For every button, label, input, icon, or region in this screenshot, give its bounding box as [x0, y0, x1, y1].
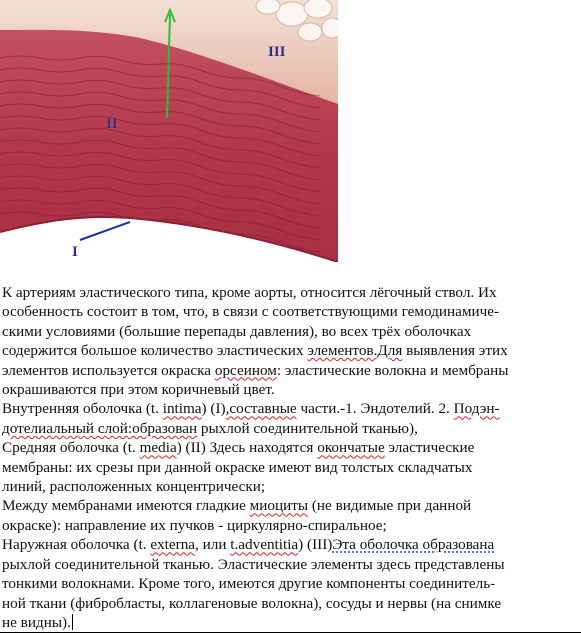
- text-line: [2, 594, 579, 613]
- spellcheck-word: ,составные: [225, 400, 297, 418]
- label-I: I: [72, 244, 78, 260]
- text-line: [2, 399, 579, 418]
- spellcheck-word: миоциты: [249, 497, 309, 515]
- text-line-4c: выявления этих: [402, 342, 508, 360]
- text-line: [2, 361, 579, 380]
- text-line: [2, 438, 579, 457]
- grammar-word: Эта оболочка образована: [332, 536, 495, 554]
- text-line-2: особенность состоит в том, что, в связи с соответствующими гемодинамиче-: [2, 303, 500, 321]
- text-line-5c: : эластические волокна и мембраны: [276, 361, 509, 379]
- text-line-16: тонкими волокнами. Кроме того, имеются другие компоненты соединитель-: [2, 575, 496, 593]
- spellcheck-word: :образован: [127, 419, 198, 437]
- text-line-9e: эластические: [384, 439, 475, 457]
- text-line: [2, 555, 579, 574]
- spellcheck-word: media: [139, 439, 177, 457]
- spellcheck-word: Подэн-: [453, 400, 500, 418]
- text-line-7a: Внутренняя оболочка (t.: [2, 400, 163, 418]
- text-line-14c: , или: [195, 536, 231, 554]
- text-cursor: [72, 614, 73, 630]
- text-line-11: линий, расположенных концентрически;: [2, 478, 266, 496]
- text-line-14e: ) (III): [298, 536, 333, 554]
- spellcheck-word: externa: [150, 536, 196, 554]
- text-line-4a: содержится большое количество эластических: [2, 342, 308, 360]
- text-line-15: рыхлой соединительной тканью. Эластические элементы здесь представлены: [2, 555, 505, 573]
- text-line-7c: ) (I): [201, 400, 226, 418]
- text-line: [2, 322, 579, 341]
- spellcheck-word: дотелиальный слой: [2, 419, 128, 437]
- text-line: [2, 516, 579, 535]
- text-line: [2, 341, 579, 360]
- label-III: III: [268, 44, 286, 60]
- text-line: [2, 574, 579, 593]
- text-line: [2, 302, 579, 321]
- text-line-12a: Между мембранами имеются гладкие: [2, 497, 250, 515]
- text-line-18: не видны).: [2, 613, 71, 631]
- spellcheck-word: intima: [162, 400, 202, 418]
- text-line: [2, 535, 579, 554]
- text-line: [2, 419, 579, 438]
- text-line-5a: элементов используется окраска: [2, 361, 215, 379]
- label-II: II: [106, 116, 118, 132]
- text-line: [2, 458, 579, 477]
- text-line-7e: части.-1. Эндотелий. 2.: [296, 400, 454, 418]
- spellcheck-word: окончатые: [317, 439, 385, 457]
- text-line-9c: ) (II) Здесь находятся: [176, 439, 318, 457]
- text-line-12c: (не видимые при данной: [308, 497, 472, 515]
- text-line-13: окраске): направление их пучков - циркулярно-спиральное;: [2, 516, 387, 534]
- text-line-1: К артериям эластического типа, кроме аорты, относится лёгочный ствол. Их: [2, 284, 497, 301]
- histology-micrograph: [0, 0, 338, 262]
- spellcheck-word: элементов.Для: [307, 342, 403, 360]
- text-line-17: ной ткани (фибробласты, коллагеновые волокна), сосуды и нервы (на снимке: [2, 594, 502, 612]
- text-line: [2, 477, 579, 496]
- micrograph-image: [0, 0, 338, 262]
- text-line-14a: Наружная оболочка (t.: [2, 536, 151, 554]
- spellcheck-word: t.adventitia: [230, 536, 299, 554]
- text-line: [2, 613, 579, 632]
- text-line-8c: рыхлой соединительной тканью),: [197, 419, 418, 437]
- text-line: [2, 283, 579, 302]
- text-line-9a: Средняя оболочка (t.: [2, 439, 140, 457]
- page-bottom-rule: [0, 632, 581, 633]
- text-line-6: окрашиваются при этом коричневый цвет.: [2, 381, 275, 399]
- text-line: [2, 496, 579, 515]
- text-line-3: скими условиями (большие перепады давления), во всех трёх оболочках: [2, 322, 472, 340]
- spellcheck-word: орсеином: [214, 361, 277, 379]
- text-line: [2, 380, 579, 399]
- document-body: [2, 283, 579, 632]
- text-line-10: мембраны: их срезы при данной окраске имеют вид толстых складчатых: [2, 458, 473, 476]
